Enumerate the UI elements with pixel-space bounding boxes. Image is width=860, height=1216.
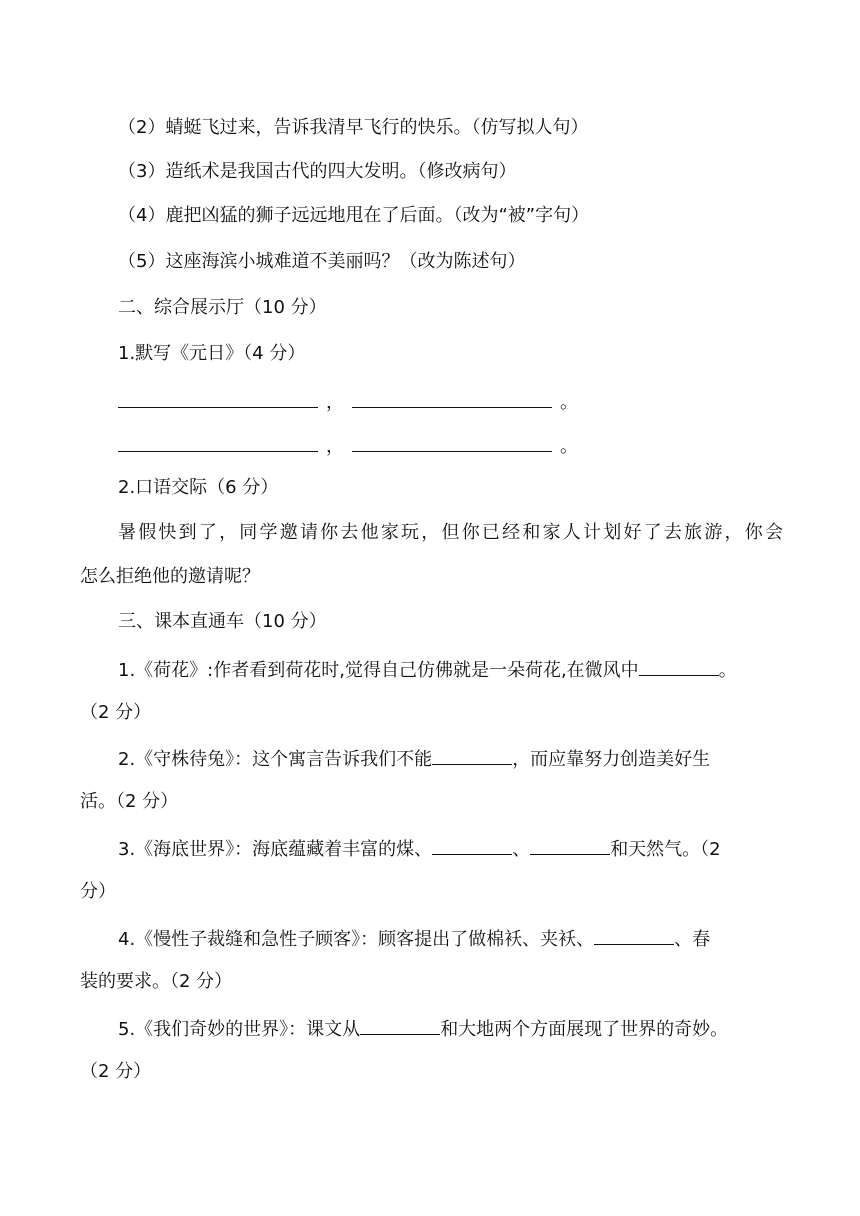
poem-blank-2[interactable]: [352, 389, 552, 408]
section-3-q3-line-2: 分）: [80, 881, 116, 902]
section-3-q3: [80, 836, 783, 861]
section-3-q3-blank-1[interactable]: [432, 836, 512, 855]
section-3-heading: 三、课本直通车（10 分）: [118, 611, 327, 632]
section-2-heading: 二、综合展示厅（10 分）: [118, 297, 327, 318]
section-3-q3-sep: 、: [512, 839, 531, 860]
question-2-rewrite-personification: （2）蜻蜓飞过来，告诉我清早飞行的快乐。（仿写拟人句）: [118, 117, 589, 138]
section-3-q5-prompt: 5.《我们奇妙的世界》：课文从: [118, 1019, 361, 1040]
section-3-q2-blank[interactable]: [432, 746, 512, 765]
section-3-q4: [80, 926, 783, 951]
poem-blank-3[interactable]: [118, 433, 318, 452]
poem-blank-1[interactable]: [118, 389, 318, 408]
section-3-q2-prompt: 2.《守株待兔》：这个寓言告诉我们不能: [118, 749, 433, 770]
section-3-q3-blank-2[interactable]: [530, 836, 610, 855]
section-3-q2-line-2: 活。（2 分）: [80, 791, 179, 812]
poem-period: 。: [560, 392, 578, 413]
section-3-q1-prompt: 1.《荷花》:作者看到荷花时,觉得自己仿佛就是一朵荷花,在微风中: [118, 660, 639, 681]
section-3-q4-line-2: 装的要求。（2 分）: [80, 971, 233, 992]
section-3-q5-rest: 和大地两个方面展现了世界的奇妙。: [440, 1019, 729, 1040]
question-4-bei-sentence: （4）鹿把凶猛的狮子远远地甩在了后面。（改为“被”字句）: [118, 205, 590, 226]
section-2-q1-title: 1.默写《元日》（4 分）: [118, 343, 306, 364]
section-2-q2-title: 2.口语交际（6 分）: [118, 477, 279, 498]
section-3-q2: [80, 746, 783, 771]
section-2-q2-text-line-1: 暑假快到了，同学邀请你去他家玩，但你已经和家人计划好了去旅游，你会: [118, 522, 783, 543]
poem-blank-row-2: [118, 433, 783, 458]
section-3-q5-blank[interactable]: [360, 1016, 440, 1035]
section-3-q1-blank[interactable]: [639, 657, 719, 676]
poem-period: 。: [560, 436, 578, 457]
poem-blank-row-1: [118, 389, 783, 414]
section-3-q4-rest: 、春: [674, 929, 711, 950]
section-2-q2-text-line-2: 怎么拒绝他的邀请呢？: [80, 566, 260, 587]
poem-blank-4[interactable]: [352, 433, 552, 452]
section-3-q3-prompt: 3.《海底世界》：海底蕴藏着丰富的煤、: [118, 839, 433, 860]
section-3-q1-end: 。: [718, 660, 737, 681]
section-3-q2-rest: ，而应靠努力创造美好生: [512, 749, 711, 770]
question-3-fix-sentence: （3）造纸术是我国古代的四大发明。（修改病句）: [118, 161, 517, 182]
section-3-q1-score: （2 分）: [80, 702, 152, 723]
section-3-q3-rest: 和天然气。（2: [610, 839, 721, 860]
section-3-q5-score: （2 分）: [80, 1061, 152, 1082]
poem-comma: ，: [326, 436, 344, 457]
section-3-q4-blank[interactable]: [594, 926, 674, 945]
section-3-q5: [80, 1016, 783, 1041]
poem-comma: ，: [326, 392, 344, 413]
section-3-q4-prompt: 4.《慢性子裁缝和急性子顾客》：顾客提出了做棉袄、夹袄、: [118, 929, 595, 950]
section-3-q1: [80, 657, 783, 682]
question-5-declarative: （5）这座海滨小城难道不美丽吗？（改为陈述句）: [118, 251, 526, 272]
